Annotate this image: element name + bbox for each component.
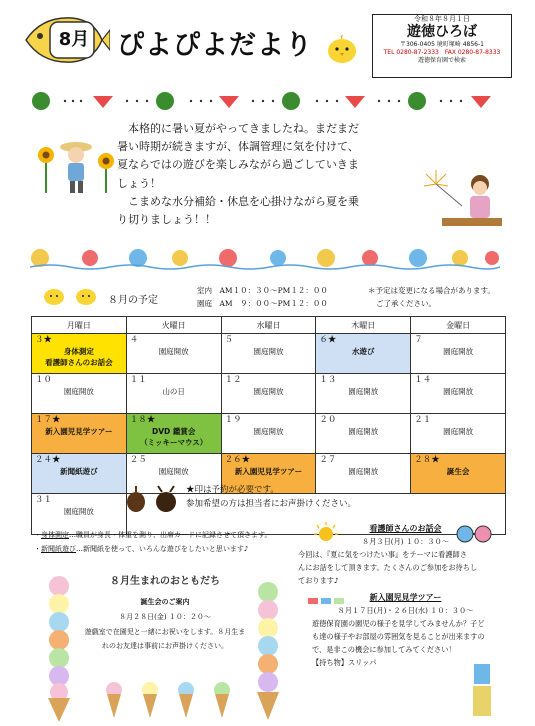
ice-cream-stack-icon [34, 574, 84, 722]
event-label: 水遊び [352, 347, 375, 356]
calendar-cell [221, 334, 316, 374]
event-label: 園庭開放 [348, 467, 379, 476]
event-label: 新聞紙遊び [60, 467, 98, 476]
tour-text: 遊徳保育園の園児の様子を見学してみませんか？子ども達の様子やお部屋の雰囲気を見ることが出来ますので、是非この機会に参加してみてください！ [312, 619, 485, 654]
search-hint: 遊徳保育園で検索 [417, 57, 466, 64]
weekday-header: 金曜日 [411, 317, 506, 334]
calendar-row [32, 374, 506, 414]
event-label: 身体測定 [63, 347, 94, 356]
day-number: ４ [129, 335, 139, 345]
day-number: １０ [35, 375, 53, 385]
day-number: １９ [224, 415, 242, 425]
event-label: 園庭開放 [158, 347, 189, 356]
day-number: １２ [224, 375, 242, 385]
tour-heading: 新入園児見学ツアー [369, 593, 442, 602]
chicks-icon [42, 284, 102, 306]
tour-items: 【持ち物】スリッパ [312, 658, 377, 667]
day-number: ３１ [35, 495, 53, 505]
phone-fax: TEL 0280-87-2333 FAX 0280-87-8333 [383, 49, 501, 56]
schedule-title: ８月の予定 [108, 295, 158, 306]
calendar-cell [221, 414, 316, 454]
note-label: 新聞紙遊び [41, 545, 76, 553]
birthday-banner: ８月生まれのおともだち [110, 576, 220, 587]
event-notes [34, 530, 294, 554]
day-number: １３ [319, 375, 337, 385]
weekday-header: 水曜日 [221, 317, 316, 334]
garden-hours: 園庭 AM ９：００～PM１２：００ [197, 299, 328, 308]
calendar-cell [126, 414, 221, 454]
event-label: 園庭開放 [158, 467, 189, 476]
weekday-header: 木曜日 [316, 317, 411, 334]
remark-line: 参加希望の方は担当者にお声掛けください。 [186, 499, 357, 509]
event-label: 園庭開放 [253, 387, 284, 396]
calendar-cell [221, 374, 316, 414]
event-label: 園庭開放 [63, 507, 94, 516]
calendar-row [32, 334, 506, 374]
tour-date: ８月１７日(月)・２６日(水) １０：３０～ [337, 606, 474, 615]
event-label: 園庭開放 [63, 387, 94, 396]
day-number: ２５ [129, 455, 147, 465]
day-number: ６★ [319, 335, 337, 345]
calendar-cell [126, 374, 221, 414]
ice-cream-stack-icon [242, 580, 294, 722]
calendar-cell [411, 374, 506, 414]
day-number: ５ [224, 335, 234, 345]
birthday-info [84, 595, 246, 653]
event-label: 園庭開放 [443, 427, 474, 436]
calendar-cell [411, 414, 506, 454]
event-label: 園庭開放 [348, 427, 379, 436]
event-label: （ミッキーマウス） [140, 438, 208, 447]
day-number: ７ [414, 335, 423, 345]
day-number: ２０ [319, 415, 337, 425]
day-number: ２８★ [414, 455, 440, 465]
note-text: …新聞紙を使って、いろんな遊びをしたいと思います♪ [76, 545, 249, 553]
calendar-cell [316, 414, 411, 454]
greeting-line: り切りましょう！！ [117, 213, 216, 227]
day-number: １４ [414, 375, 432, 385]
day-number: ３★ [35, 335, 53, 345]
issue-date: 令和８年８月１日 [414, 15, 470, 23]
ice-cream-cones-icon [100, 680, 240, 720]
note-measure: ・身体測定…職員が身長・体重を測り、出席カードに記録させて頂きます。 [34, 531, 272, 539]
calendar-cell [316, 374, 411, 414]
sparkler-girl-icon [422, 170, 504, 230]
schedule-note [368, 284, 495, 310]
event-label: 園庭開放 [443, 387, 474, 396]
calendar-cell [32, 454, 127, 494]
calendar-cell [32, 494, 127, 535]
indoor-hours: 室内 AM１０：３０～PM１２：００ [197, 286, 328, 295]
event-label: 園庭開放 [348, 387, 379, 396]
swimming-kids-border-icon [30, 245, 500, 271]
watermelon-border-icon [15, 90, 521, 112]
calendar-cell [411, 334, 506, 374]
weekday-header: 火曜日 [126, 317, 221, 334]
calendar-cell [126, 334, 221, 374]
greeting-line: しょう！ [117, 176, 161, 190]
pencils-border-icon [306, 594, 346, 608]
calendar-cell [32, 414, 127, 454]
note-text: …職員が身長・体重を測り、出席カードに記録させて頂きます。 [69, 531, 272, 539]
event-label: DVD 鑑賞会 [152, 427, 196, 436]
month-badge: 8月 [58, 29, 90, 50]
event-label: 新入園児見学ツアー [45, 427, 113, 436]
greeting-text [117, 120, 417, 229]
birthday-heading: 誕生会のご案内 [140, 598, 190, 606]
school-uniform-icon [470, 660, 494, 720]
calendar-cell [32, 374, 127, 414]
day-number: ２４★ [35, 455, 61, 465]
calendar-row [32, 414, 506, 454]
calendar-cell [32, 334, 127, 374]
organization-name: 遊徳ひろば [407, 24, 477, 40]
event-label: 園庭開放 [443, 347, 474, 356]
nurse-talk-text: ております♪ [298, 576, 339, 585]
greeting-line: 本格的に暑い夏がやってきましたね。まだまだ [117, 122, 359, 135]
greeting-line: こまめな水分補給・休息を心掛けながら夏を乗 [117, 194, 359, 208]
note-line: ＊予定は変更になる場合があります。 [368, 286, 495, 295]
header-info-box [372, 14, 512, 78]
day-number: ２６★ [224, 455, 251, 465]
event-label: 園庭開放 [253, 427, 284, 436]
newsletter-title: ぴよぴよだより [117, 30, 313, 61]
day-number: ２１ [414, 415, 432, 425]
event-label: 山の日 [162, 387, 185, 396]
sunflower-gardener-icon [36, 135, 116, 197]
birthday-line: 遊戯室で在園児と一緒にお祝いをします。８月生ま [84, 628, 246, 636]
nurse-talk-text: んにお話をして頂きます。たくさんのご参加をお待ちし [298, 563, 478, 572]
event-label: 看護師さんのお話会 [45, 358, 113, 367]
day-number: ２７ [319, 455, 337, 465]
reservation-remark [186, 483, 356, 511]
opening-hours [197, 284, 328, 310]
address: 〒306-0405 境町塚崎 4856-1 [400, 41, 484, 48]
day-number: １８★ [129, 415, 156, 425]
day-number: １７★ [35, 415, 61, 425]
birthday-line: れのお友達は事前にお声掛けください。 [102, 642, 228, 650]
weekday-header: 月曜日 [32, 317, 127, 334]
day-number: １１ [129, 375, 147, 385]
note-paper: ・新聞紙遊び…新聞紙を使って、いろんな遊びをしたいと思います♪ [34, 545, 249, 553]
calendar-cell [316, 334, 411, 374]
nurse-talk-heading: 看護師さんのお話会 [369, 524, 442, 533]
chick-icon [326, 34, 358, 64]
greeting-line: 暑い時期が続きますが、体調管理に気を付けて、 [117, 140, 359, 154]
greeting-line: 夏ならではの遊びを楽しみながら過ごしていきま [117, 158, 359, 172]
beetles-icon [122, 484, 184, 514]
nurse-talk-text: 今回は、『夏に気をつけたい事』をテーマに看護師さ [298, 550, 467, 559]
calendar-header-row [32, 317, 506, 334]
event-label: 新入園児見学ツアー [234, 467, 303, 476]
event-label: 誕生会 [446, 467, 470, 476]
calendar-cell [411, 454, 506, 494]
birthday-date: ８月２８日(金) １０：２０～ [119, 613, 211, 621]
note-label: 身体測定 [41, 531, 69, 539]
note-line: ご了承ください。 [376, 299, 436, 308]
event-label: 園庭開放 [253, 347, 284, 356]
remark-line: ★印は予約が必要です。 [186, 485, 279, 495]
nurse-talk-date: ８月３日(月) １０：３０～ [362, 537, 449, 546]
